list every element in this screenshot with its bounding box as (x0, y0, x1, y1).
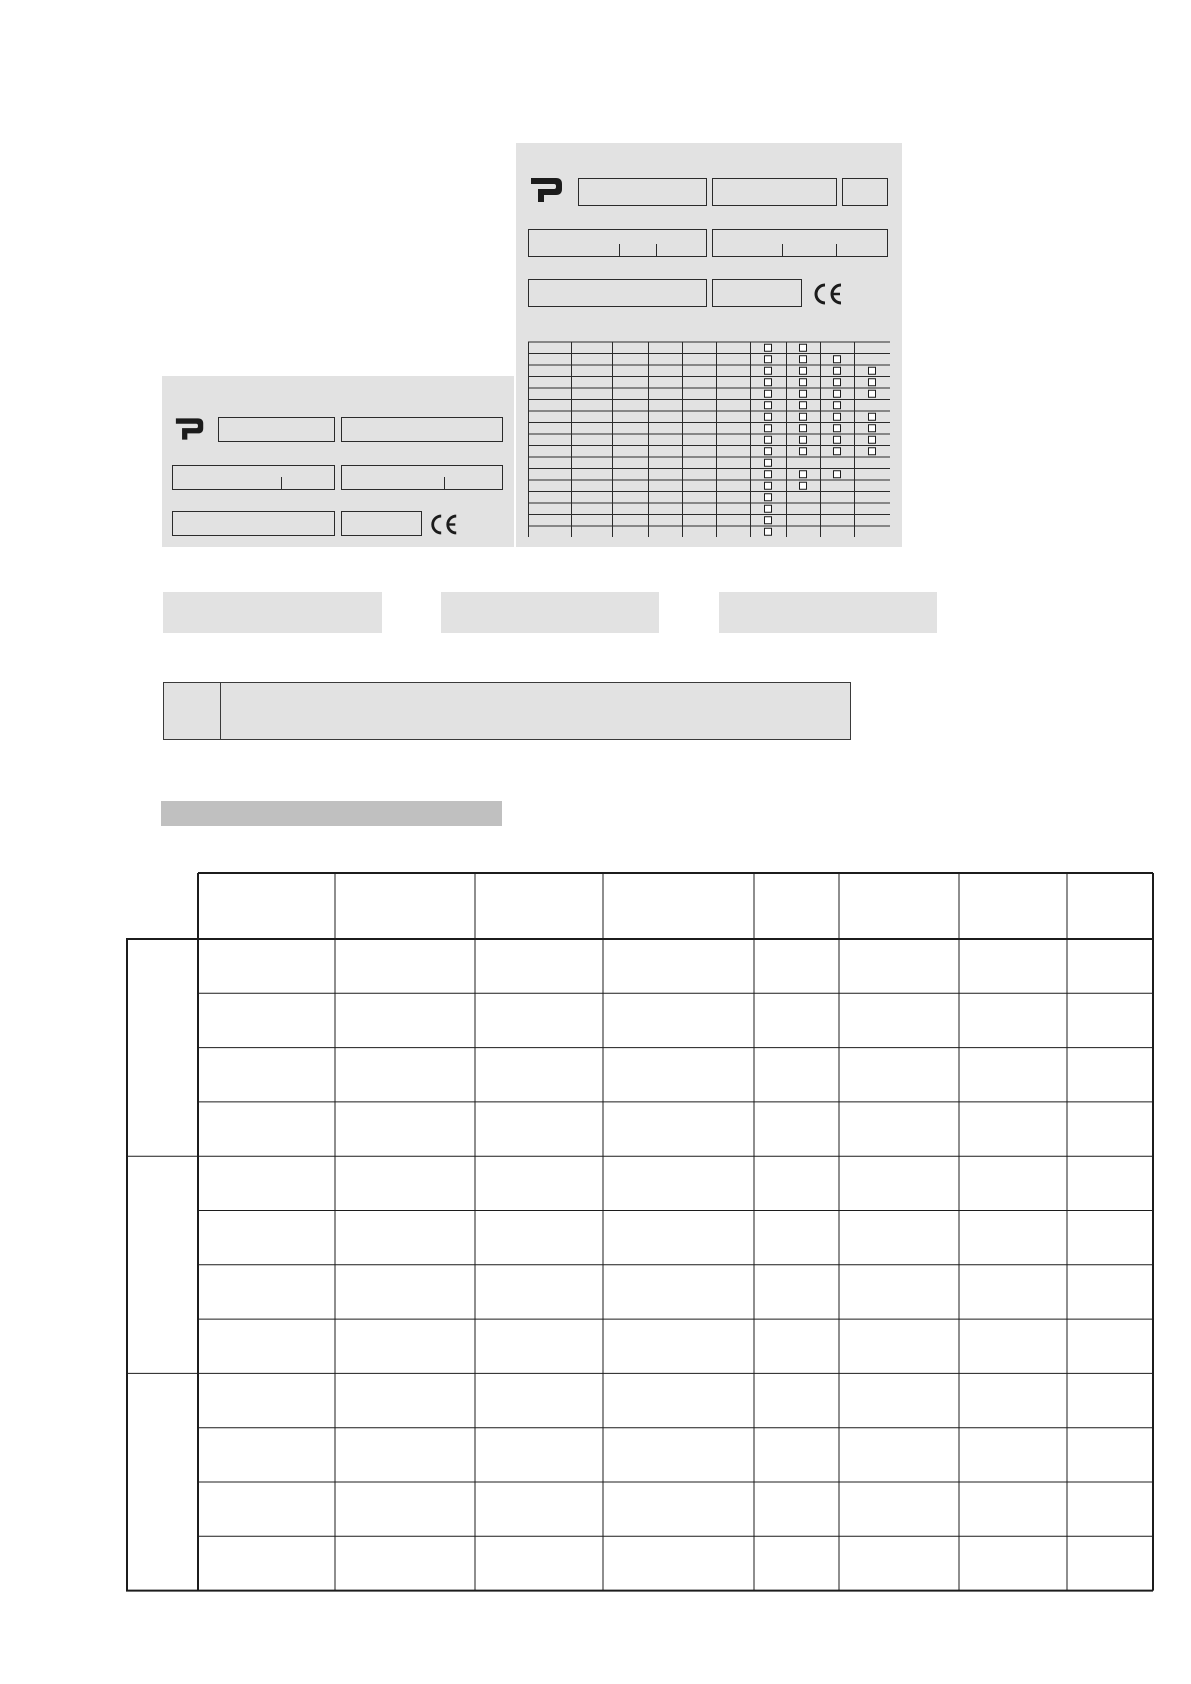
p-logo-icon (175, 417, 205, 441)
section-title-bar (161, 801, 502, 826)
label-field (528, 279, 707, 307)
checkbox-icon (765, 379, 772, 386)
checkbox-icon (765, 436, 772, 443)
checkbox-icon (800, 448, 807, 455)
checkbox-icon (765, 402, 772, 409)
checkbox-icon (800, 402, 807, 409)
checkbox-icon (765, 517, 772, 524)
checkbox-icon (834, 402, 841, 409)
ce-mark-icon (428, 513, 460, 536)
ce-mark-icon (811, 282, 845, 306)
label-large (516, 143, 902, 547)
checkbox-icon (834, 379, 841, 386)
checkbox-icon (834, 390, 841, 397)
label-field (712, 279, 802, 307)
checkbox-icon (800, 390, 807, 397)
checkbox-icon (869, 436, 876, 443)
data-table (126, 872, 1154, 1596)
label-field (528, 229, 707, 257)
checkbox-icon (765, 459, 772, 466)
checkbox-icon (834, 425, 841, 432)
p-logo-icon (530, 177, 564, 203)
info-box (441, 592, 659, 633)
checkbox-icon (765, 494, 772, 501)
info-box (163, 592, 382, 633)
checkbox-icon (800, 425, 807, 432)
label-small (162, 376, 514, 547)
checkbox-icon (765, 344, 772, 351)
label-field (842, 178, 888, 206)
checkbox-icon (834, 413, 841, 420)
checkbox-icon (765, 471, 772, 478)
checkbox-icon (800, 471, 807, 478)
checkbox-icon (869, 367, 876, 374)
checkbox-icon (800, 379, 807, 386)
spec-grid (528, 341, 890, 537)
label-field (712, 178, 837, 206)
checkbox-icon (869, 425, 876, 432)
checkbox-icon (869, 448, 876, 455)
checkbox-icon (765, 482, 772, 489)
label-field (218, 417, 335, 442)
checkbox-icon (800, 344, 807, 351)
checkbox-icon (869, 413, 876, 420)
label-field (341, 465, 503, 490)
checkbox-icon (765, 528, 772, 535)
checkbox-icon (834, 448, 841, 455)
label-field (341, 511, 422, 536)
label-field (341, 417, 503, 442)
checkbox-icon (834, 436, 841, 443)
notice-text (230, 683, 850, 739)
checkbox-icon (834, 356, 841, 363)
checkbox-icon (834, 471, 841, 478)
label-field (172, 465, 335, 490)
checkbox-icon (800, 413, 807, 420)
notice-box (163, 682, 851, 740)
checkbox-icon (765, 505, 772, 512)
checkbox-icon (869, 390, 876, 397)
label-field (712, 229, 888, 257)
checkbox-icon (800, 436, 807, 443)
info-box (719, 592, 937, 633)
checkbox-icon (800, 482, 807, 489)
checkbox-icon (800, 367, 807, 374)
checkbox-icon (765, 390, 772, 397)
checkbox-icon (869, 379, 876, 386)
checkbox-icon (834, 367, 841, 374)
checkbox-icon (765, 425, 772, 432)
checkbox-icon (765, 448, 772, 455)
checkbox-icon (765, 367, 772, 374)
checkbox-icon (800, 356, 807, 363)
label-field (172, 511, 335, 536)
notice-icon-cell (164, 683, 221, 739)
label-field (578, 178, 707, 206)
checkbox-icon (765, 413, 772, 420)
checkbox-icon (765, 356, 772, 363)
